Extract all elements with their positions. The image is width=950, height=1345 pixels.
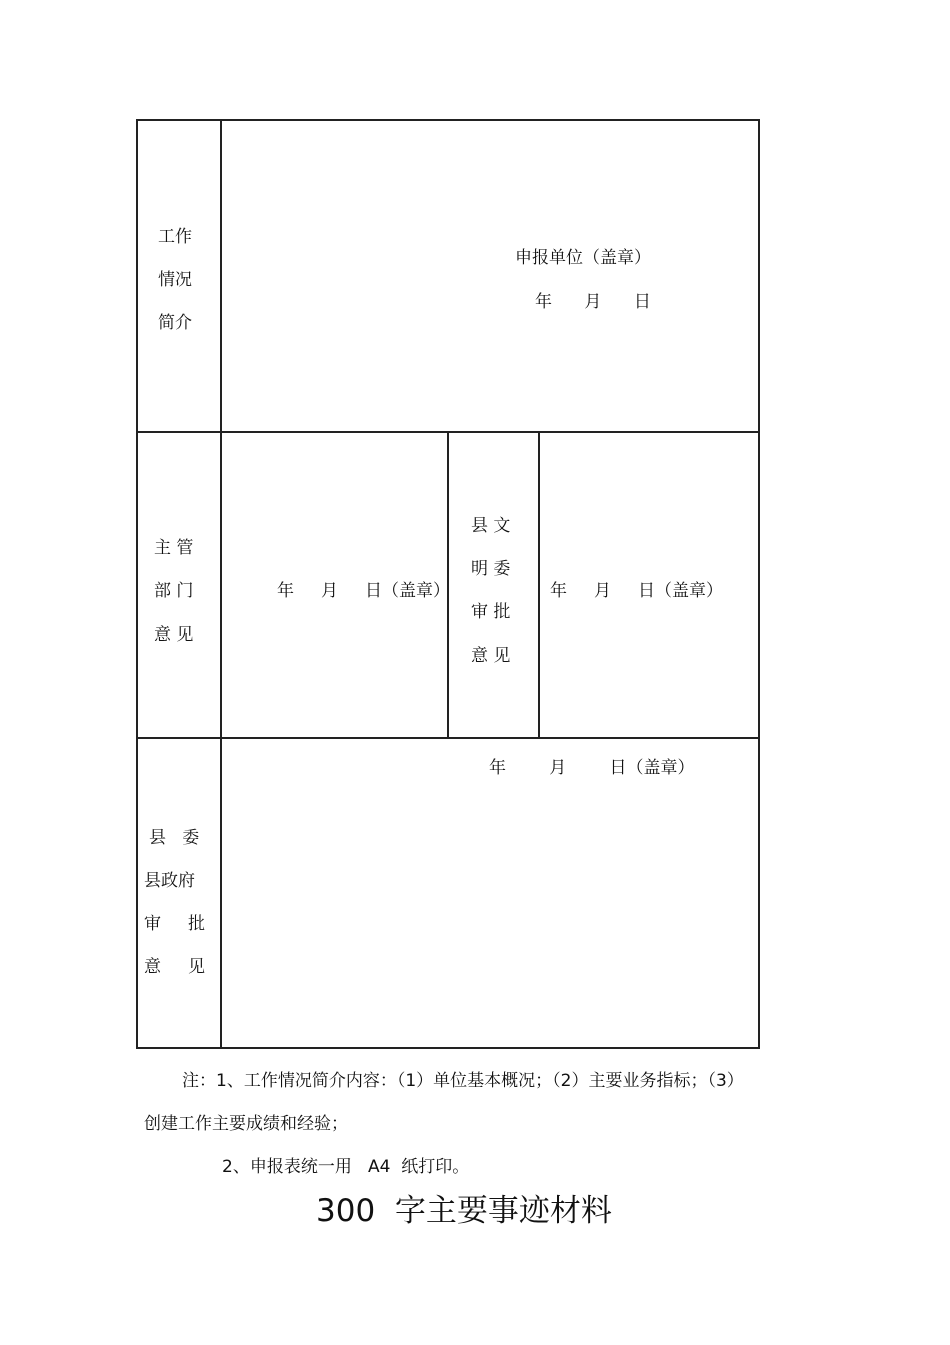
row1-label-line: 工作 bbox=[158, 227, 192, 247]
row3-label-line: 意 见 bbox=[144, 957, 206, 977]
row2-label-line: 部 门 bbox=[154, 581, 194, 601]
county-civilization-label-line: 审 批 bbox=[471, 602, 511, 622]
table-right-border bbox=[758, 119, 760, 1049]
row3-label-line: 县政府 bbox=[144, 871, 195, 891]
label-column-divider bbox=[220, 119, 222, 1049]
dept-opinion-date-seal: 年 月 日（盖章） bbox=[277, 581, 451, 601]
applicant-unit-seal: 申报单位（盖章） bbox=[515, 248, 651, 268]
note-line-2: 创建工作主要成绩和经验； bbox=[144, 1114, 348, 1134]
section-heading: 300 字主要事迹材料 bbox=[316, 1193, 612, 1229]
row3-label-line: 审 批 bbox=[144, 914, 206, 934]
county-gov-date-seal: 年 月 日（盖章） bbox=[489, 758, 695, 778]
row1-label-line: 情况 bbox=[158, 270, 192, 290]
row2-label-line: 主 管 bbox=[154, 538, 194, 558]
row2-divider-right bbox=[538, 431, 540, 738]
table-top-border bbox=[136, 119, 760, 121]
table-left-border bbox=[136, 119, 138, 1049]
county-civilization-label-line: 意 见 bbox=[471, 646, 511, 666]
applicant-date: 年 月 日 bbox=[535, 292, 651, 312]
county-civilization-label-line: 明 委 bbox=[471, 559, 511, 579]
row1-label-line: 简介 bbox=[158, 313, 192, 333]
county-civilization-date-seal: 年 月 日（盖章） bbox=[550, 581, 724, 601]
county-civilization-label-line: 县 文 bbox=[471, 516, 511, 536]
note-line-3: 2、申报表统一用 A4 纸打印。 bbox=[222, 1157, 470, 1177]
table-bottom-border bbox=[136, 1047, 760, 1049]
row2-label-line: 意 见 bbox=[154, 625, 194, 645]
note-line-1: 注：1、工作情况简介内容：（1）单位基本概况；（2）主要业务指标；（3） bbox=[182, 1071, 744, 1091]
row3-label-line: 县 委 bbox=[149, 828, 200, 848]
